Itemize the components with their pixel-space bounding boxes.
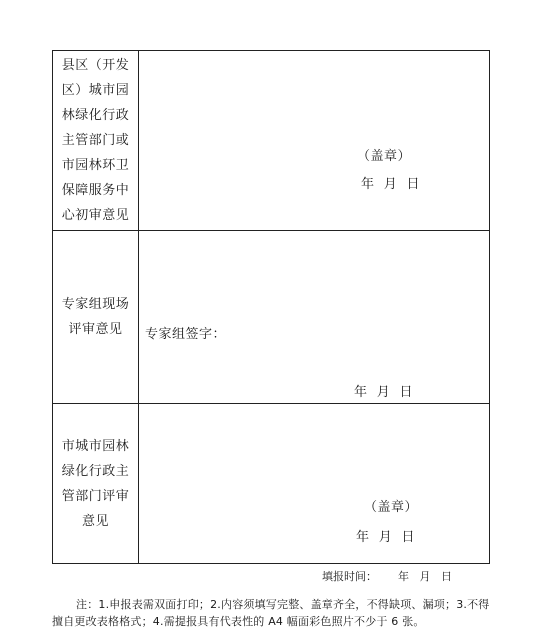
row-label-cell [53,231,139,403]
date-text: 年 月 日 [354,385,414,400]
footnote: 注：1.申报表需双面打印；2.内容须填写完整、盖章齐全，不得缺项、漏项；3.不得擅自更改表格格式；4.需提报具有代表性的 A4 幅面彩色照片不少于 6 张。 [52,598,490,628]
county-review-label: 县区（开发区）城市园林绿化行政主管部门或市园林环卫保障服务中心初审意见 [61,58,130,223]
table-row-expert-review [53,231,489,404]
expert-review-content-cell[interactable] [139,231,489,403]
expert-review-label: 专家组现场评审意见 [61,297,130,337]
expert-signature-label: 专家组签字： [145,327,227,342]
seal-text: （盖章） [364,500,419,515]
row-label-cell [53,404,139,564]
date-text: 年 月 日 [356,530,416,545]
city-review-label: 市城市园林绿化行政主管部门评审意见 [61,439,130,529]
date-text: 年 月 日 [361,177,421,192]
seal-text: （盖章） [357,149,412,164]
fill-date-line: 填报时间： 年 月 日 [322,570,452,583]
table-row-county-review [53,51,489,231]
approval-form-table [52,50,490,564]
table-row-city-review [53,404,489,564]
county-review-content-cell[interactable] [139,51,489,230]
row-label-cell [53,51,139,230]
city-review-content-cell[interactable] [139,404,489,564]
